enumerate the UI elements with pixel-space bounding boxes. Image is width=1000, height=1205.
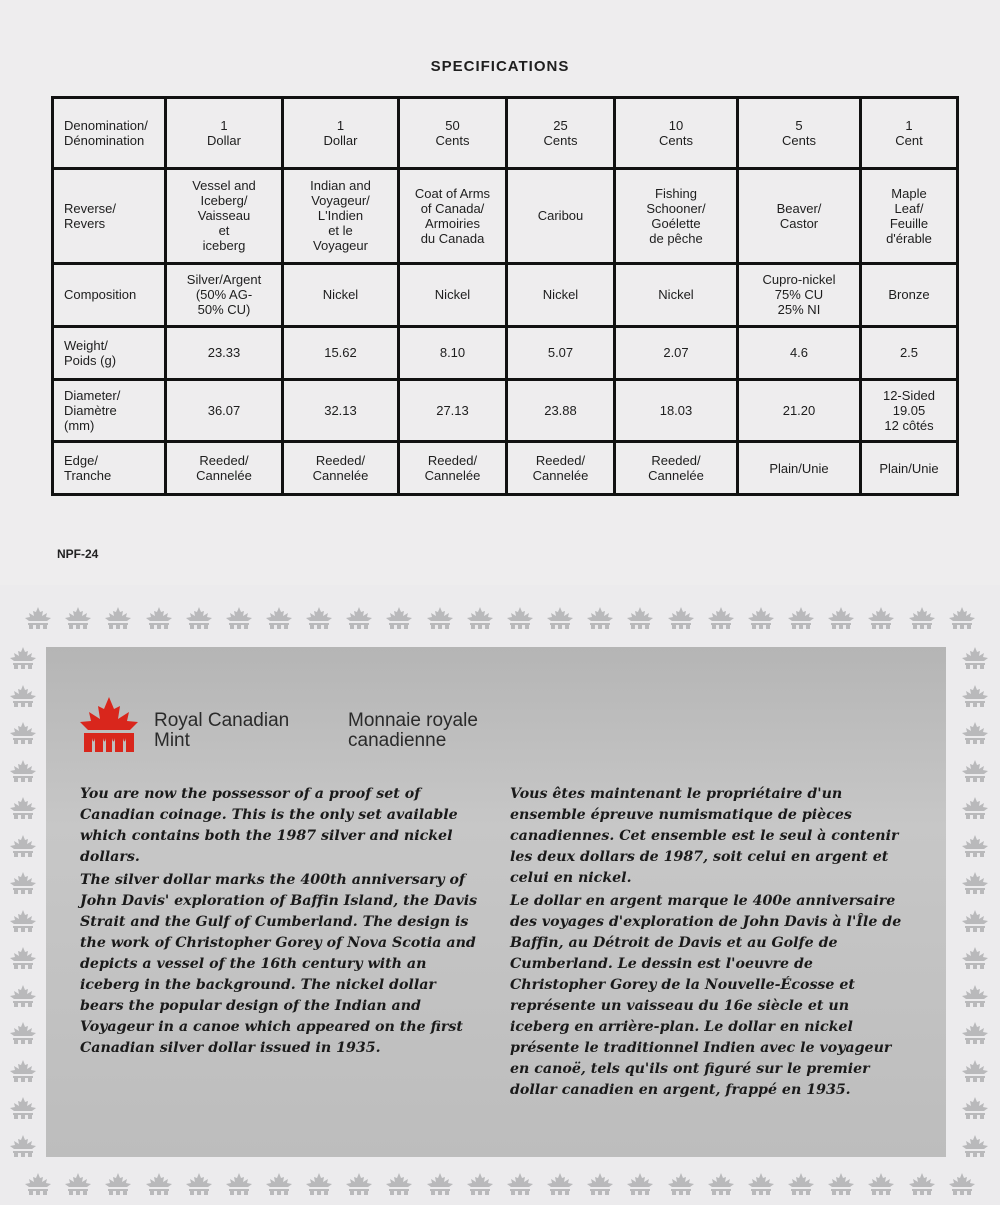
maple-leaf-ornament-icon: [962, 797, 988, 819]
spec-row-label: Edge/ Tranche: [53, 442, 166, 495]
spec-cell: 5.07: [507, 326, 615, 379]
ornament-border-bottom: [0, 1173, 1000, 1195]
maple-leaf-ornament-icon: [386, 1173, 412, 1195]
maple-leaf-ornament-icon: [909, 607, 935, 629]
english-description: [80, 784, 480, 1061]
spec-row-label: Denomination/ Dénomination: [53, 98, 166, 169]
maple-leaf-ornament-icon: [962, 947, 988, 969]
ornament-border-right: [962, 647, 988, 1157]
spec-cell: 32.13: [283, 379, 399, 442]
maple-leaf-ornament-icon: [708, 1173, 734, 1195]
maple-leaf-ornament-icon: [748, 1173, 774, 1195]
maple-leaf-ornament-icon: [10, 797, 36, 819]
spec-cell: 12-Sided 19.05 12 côtés: [861, 379, 958, 442]
maple-leaf-ornament-icon: [788, 607, 814, 629]
maple-leaf-ornament-icon: [962, 1060, 988, 1082]
maple-leaf-ornament-icon: [65, 1173, 91, 1195]
spec-cell: Reeded/ Cannelée: [507, 442, 615, 495]
maple-leaf-ornament-icon: [25, 1173, 51, 1195]
maple-leaf-ornament-icon: [10, 985, 36, 1007]
spec-cell: Reeded/ Cannelée: [283, 442, 399, 495]
maple-leaf-ornament-icon: [962, 1022, 988, 1044]
maple-leaf-ornament-icon: [962, 1097, 988, 1119]
maple-leaf-ornament-icon: [226, 1173, 252, 1195]
english-paragraph: The silver dollar marks the 400th anniversary of John Davis' exploration of Baffin Island, the Davis Strait and the Gulf of Cumberland. The design is the work of Christopher Gorey of Nova Scotia and depicts a vessel of the 16th century with an iceberg in the background. The nickel dollar bears the popular design of the Indian and Voyageur in a canoe which appeared on the first Canadian silver dollar issued in 1935.: [80, 872, 478, 1056]
maple-leaf-ornament-icon: [962, 1135, 988, 1157]
spec-cell: 21.20: [738, 379, 861, 442]
maple-leaf-ornament-icon: [962, 872, 988, 894]
spec-row-label: Weight/ Poids (g): [53, 326, 166, 379]
maple-leaf-ornament-icon: [949, 1173, 975, 1195]
spec-cell: Caribou: [507, 168, 615, 263]
maple-leaf-ornament-icon: [962, 985, 988, 1007]
english-paragraph: You are now the possessor of a proof set of Canadian coinage. This is the only set available which contains both the 1987 silver and nickel dollars.: [80, 786, 458, 865]
spec-cell: Plain/Unie: [861, 442, 958, 495]
spec-cell: Nickel: [615, 264, 738, 327]
maple-leaf-ornament-icon: [346, 607, 372, 629]
spec-cell: Plain/Unie: [738, 442, 861, 495]
spec-row: [53, 264, 958, 327]
spec-cell: 50 Cents: [399, 98, 507, 169]
spec-row-label: Reverse/ Revers: [53, 168, 166, 263]
maple-leaf-ornament-icon: [962, 760, 988, 782]
specifications-card: [0, 0, 1000, 585]
maple-leaf-ornament-icon: [186, 607, 212, 629]
maple-leaf-ornament-icon: [306, 607, 332, 629]
maple-leaf-ornament-icon: [627, 1173, 653, 1195]
maple-leaf-ornament-icon: [909, 1173, 935, 1195]
maple-leaf-ornament-icon: [105, 1173, 131, 1195]
spec-cell: 36.07: [166, 379, 283, 442]
spec-cell: 23.88: [507, 379, 615, 442]
mint-name-english: Royal Canadian Mint: [154, 710, 290, 751]
spec-cell: 25 Cents: [507, 98, 615, 169]
spec-cell: Reeded/ Cannelée: [399, 442, 507, 495]
mint-name-french: Monnaie royale canadienne: [348, 710, 478, 751]
maple-leaf-ornament-icon: [346, 1173, 372, 1195]
spec-cell: 1 Dollar: [283, 98, 399, 169]
maple-leaf-ornament-icon: [962, 722, 988, 744]
spec-cell: Nickel: [507, 264, 615, 327]
spec-cell: Cupro-nickel 75% CU 25% NI: [738, 264, 861, 327]
maple-leaf-ornament-icon: [10, 910, 36, 932]
maple-leaf-ornament-icon: [427, 607, 453, 629]
maple-leaf-ornament-icon: [10, 647, 36, 669]
maple-leaf-ornament-icon: [748, 607, 774, 629]
maple-leaf-ornament-icon: [962, 835, 988, 857]
spec-row: [53, 442, 958, 495]
spec-cell: 27.13: [399, 379, 507, 442]
spec-cell: 10 Cents: [615, 98, 738, 169]
french-description: [510, 784, 910, 1103]
maple-leaf-ornament-icon: [266, 607, 292, 629]
maple-leaf-ornament-icon: [868, 1173, 894, 1195]
spec-cell: 1 Dollar: [166, 98, 283, 169]
maple-leaf-ornament-icon: [386, 607, 412, 629]
spec-cell: 8.10: [399, 326, 507, 379]
maple-leaf-ornament-icon: [10, 760, 36, 782]
maple-leaf-ornament-icon: [828, 1173, 854, 1195]
spec-row: [53, 98, 958, 169]
ornament-border-left: [10, 647, 36, 1157]
maple-leaf-ornament-icon: [627, 607, 653, 629]
maple-leaf-ornament-icon: [10, 722, 36, 744]
maple-leaf-ornament-icon: [962, 647, 988, 669]
specifications-table: [51, 96, 959, 496]
spec-row-label: Composition: [53, 264, 166, 327]
spec-row: [53, 168, 958, 263]
maple-leaf-ornament-icon: [467, 607, 493, 629]
spec-cell: Reeded/ Cannelée: [615, 442, 738, 495]
maple-leaf-ornament-icon: [10, 1022, 36, 1044]
spec-cell: Maple Leaf/ Feuille d'érable: [861, 168, 958, 263]
maple-leaf-ornament-icon: [949, 607, 975, 629]
spec-cell: Vessel and Iceberg/ Vaisseau et iceberg: [166, 168, 283, 263]
maple-leaf-ornament-icon: [10, 835, 36, 857]
spec-cell: Fishing Schooner/ Goélette de pêche: [615, 168, 738, 263]
maple-leaf-ornament-icon: [10, 872, 36, 894]
spec-cell: Reeded/ Cannelée: [166, 442, 283, 495]
maple-leaf-ornament-icon: [266, 1173, 292, 1195]
maple-leaf-ornament-icon: [587, 1173, 613, 1195]
spec-cell: Silver/Argent (50% AG- 50% CU): [166, 264, 283, 327]
ornament-border-top: [0, 607, 1000, 629]
maple-leaf-ornament-icon: [306, 1173, 332, 1195]
mint-card: [0, 585, 1000, 1205]
spec-cell: Indian and Voyageur/ L'Indien et le Voyageur: [283, 168, 399, 263]
spec-cell: Bronze: [861, 264, 958, 327]
maple-leaf-ornament-icon: [668, 607, 694, 629]
maple-leaf-ornament-icon: [226, 607, 252, 629]
spec-cell: 15.62: [283, 326, 399, 379]
maple-leaf-ornament-icon: [668, 1173, 694, 1195]
maple-leaf-ornament-icon: [828, 607, 854, 629]
maple-leaf-ornament-icon: [547, 607, 573, 629]
maple-leaf-ornament-icon: [587, 607, 613, 629]
maple-leaf-ornament-icon: [10, 1097, 36, 1119]
maple-leaf-ornament-icon: [427, 1173, 453, 1195]
maple-leaf-ornament-icon: [962, 685, 988, 707]
spec-cell: 2.07: [615, 326, 738, 379]
spec-cell: Nickel: [399, 264, 507, 327]
maple-leaf-ornament-icon: [65, 607, 91, 629]
maple-leaf-ornament-icon: [105, 607, 131, 629]
maple-leaf-ornament-icon: [467, 1173, 493, 1195]
document-code: NPF-24: [57, 547, 99, 561]
mint-info-panel: [46, 647, 946, 1157]
maple-leaf-ornament-icon: [25, 607, 51, 629]
spec-cell: 1 Cent: [861, 98, 958, 169]
maple-leaf-ornament-icon: [962, 910, 988, 932]
spec-cell: 5 Cents: [738, 98, 861, 169]
maple-leaf-ornament-icon: [10, 685, 36, 707]
spec-cell: 18.03: [615, 379, 738, 442]
french-paragraph: Le dollar en argent marque le 400e anniversaire des voyages d'exploration de John Davis à l'Île de Baffin, au Détroit de Davis et au Golfe de Cumberland. Le dessin est l'oeuvre de Christopher Gorey de la Nouvelle-Écosse et représente un vaisseau du 16e siècle et un iceberg en arrière-plan. Le dollar en nickel présente le traditionnel Indien avec le voyageur en canoë, tels qu'ils ont figuré sur le premier dollar canadien en argent, frappé en 1935.: [510, 893, 902, 1098]
spec-row: [53, 326, 958, 379]
spec-cell: 23.33: [166, 326, 283, 379]
spec-cell: Coat of Arms of Canada/ Armoiries du Canada: [399, 168, 507, 263]
maple-leaf-ornament-icon: [146, 1173, 172, 1195]
maple-leaf-logo-icon: [80, 697, 138, 753]
maple-leaf-ornament-icon: [708, 607, 734, 629]
maple-leaf-ornament-icon: [186, 1173, 212, 1195]
maple-leaf-ornament-icon: [507, 1173, 533, 1195]
maple-leaf-ornament-icon: [10, 947, 36, 969]
spec-row-label: Diameter/ Diamètre (mm): [53, 379, 166, 442]
specifications-title: SPECIFICATIONS: [430, 58, 570, 75]
maple-leaf-ornament-icon: [507, 607, 533, 629]
maple-leaf-ornament-icon: [146, 607, 172, 629]
spec-cell: Beaver/ Castor: [738, 168, 861, 263]
maple-leaf-ornament-icon: [10, 1060, 36, 1082]
spec-cell: 4.6: [738, 326, 861, 379]
maple-leaf-ornament-icon: [788, 1173, 814, 1195]
french-paragraph: Vous êtes maintenant le propriétaire d'un ensemble épreuve numismatique de pièces canadiennes. Cet ensemble est le seul à contenir les deux dollars de 1987, soit celui en argent et celui en nickel.: [510, 786, 899, 886]
maple-leaf-ornament-icon: [547, 1173, 573, 1195]
maple-leaf-ornament-icon: [868, 607, 894, 629]
spec-cell: 2.5: [861, 326, 958, 379]
spec-row: [53, 379, 958, 442]
maple-leaf-ornament-icon: [10, 1135, 36, 1157]
spec-cell: Nickel: [283, 264, 399, 327]
